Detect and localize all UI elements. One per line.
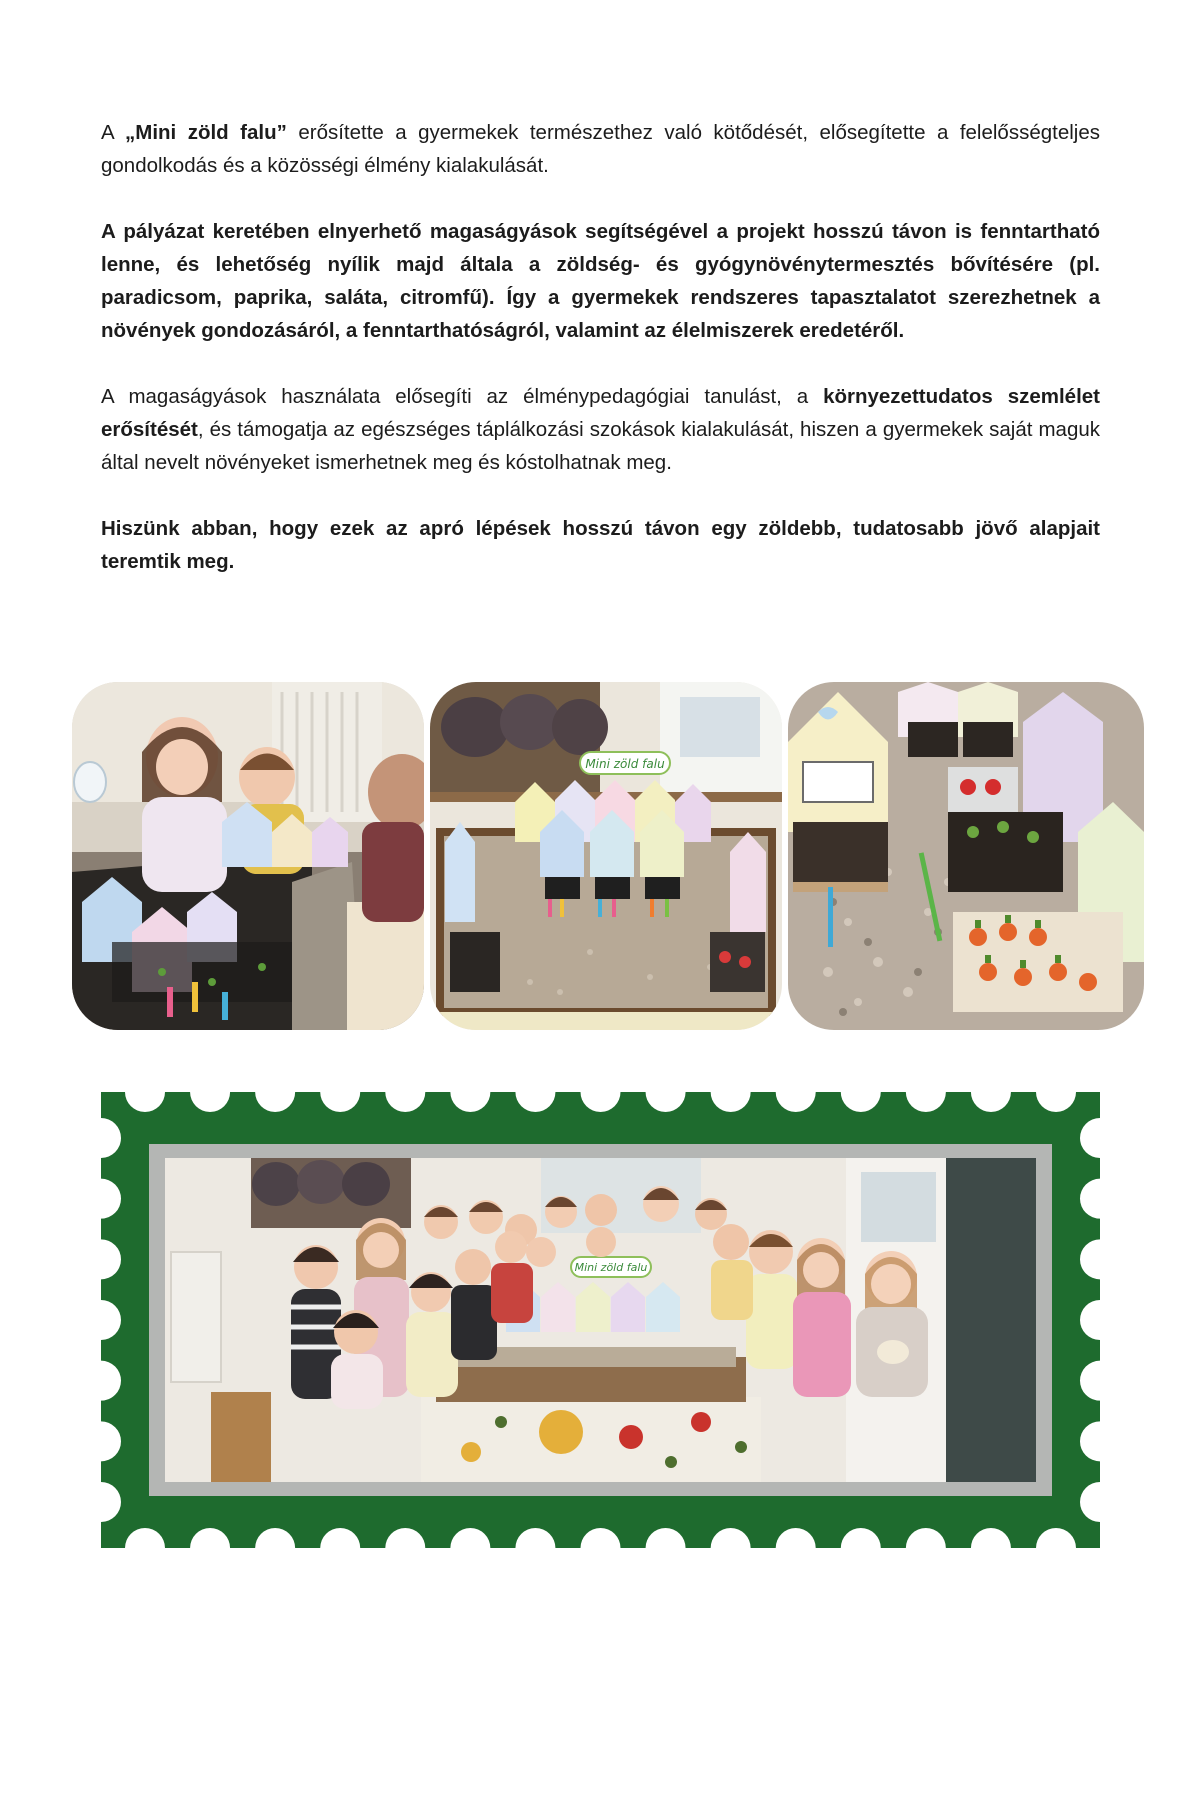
benefits-prefix: A magaságyások használata elősegíti az élménypedagógiai tanulást, a (101, 385, 824, 408)
paragraph-closing (101, 512, 1100, 578)
photo-mini-village (430, 682, 782, 1030)
paragraph-intro (101, 116, 1100, 182)
intro-prefix: A (101, 121, 126, 144)
mini-village-sign: Mini zöld falu (585, 757, 665, 771)
group-photo-sign: Mini zöld falu (574, 1261, 648, 1274)
photo-children-planting (72, 682, 424, 1030)
paragraph-raised-beds (101, 215, 1100, 347)
paragraph-closing-text: Hiszünk abban, hogy ezek az apró lépések hosszú távon egy zöldebb, tudatosabb jövő alapjait teremtik meg. (101, 517, 1100, 573)
paragraph-benefits-text (101, 380, 1100, 479)
paragraph-benefits (101, 380, 1100, 479)
stamp-frame (101, 1092, 1100, 1548)
project-name: „Mini zöld falu” (125, 121, 287, 144)
paragraph-intro-text (101, 116, 1100, 182)
intro-rest: erősítette a gyermekek természethez való kötődését, elősegítette a felelősségteljes gondolkodás és a közösségi élmény kialakulását. (101, 121, 1100, 177)
group-photo (165, 1158, 1036, 1482)
paragraph-raised-beds-text: A pályázat keretében elnyerhető magaságyások segítségével a projekt hosszú távon is fenntartható lenne, és lehetőség nyílik majd általa a zöldség- és gyógynövénytermesztés bővítésére (pl. paradicsom, paprika, saláta, citromfű). Így a gyermekek rendszeres tapasztalatot szerezhetnek a növények gondozásáról, a fenntarthatóságról, valamint az élelmiszerek eredetéről. (101, 220, 1100, 342)
benefits-rest: , és támogatja az egészséges táplálkozási szokások kialakulását, hiszen a gyermekek saját maguk által nevelt növényeket ismerhetnek meg és kóstolhatnak meg. (101, 418, 1100, 474)
photo-planters-closeup (788, 682, 1144, 1030)
group-photo-stamp (101, 1092, 1100, 1548)
benefits-highlight: környezettudatos szemlélet erősítését (101, 385, 1101, 441)
